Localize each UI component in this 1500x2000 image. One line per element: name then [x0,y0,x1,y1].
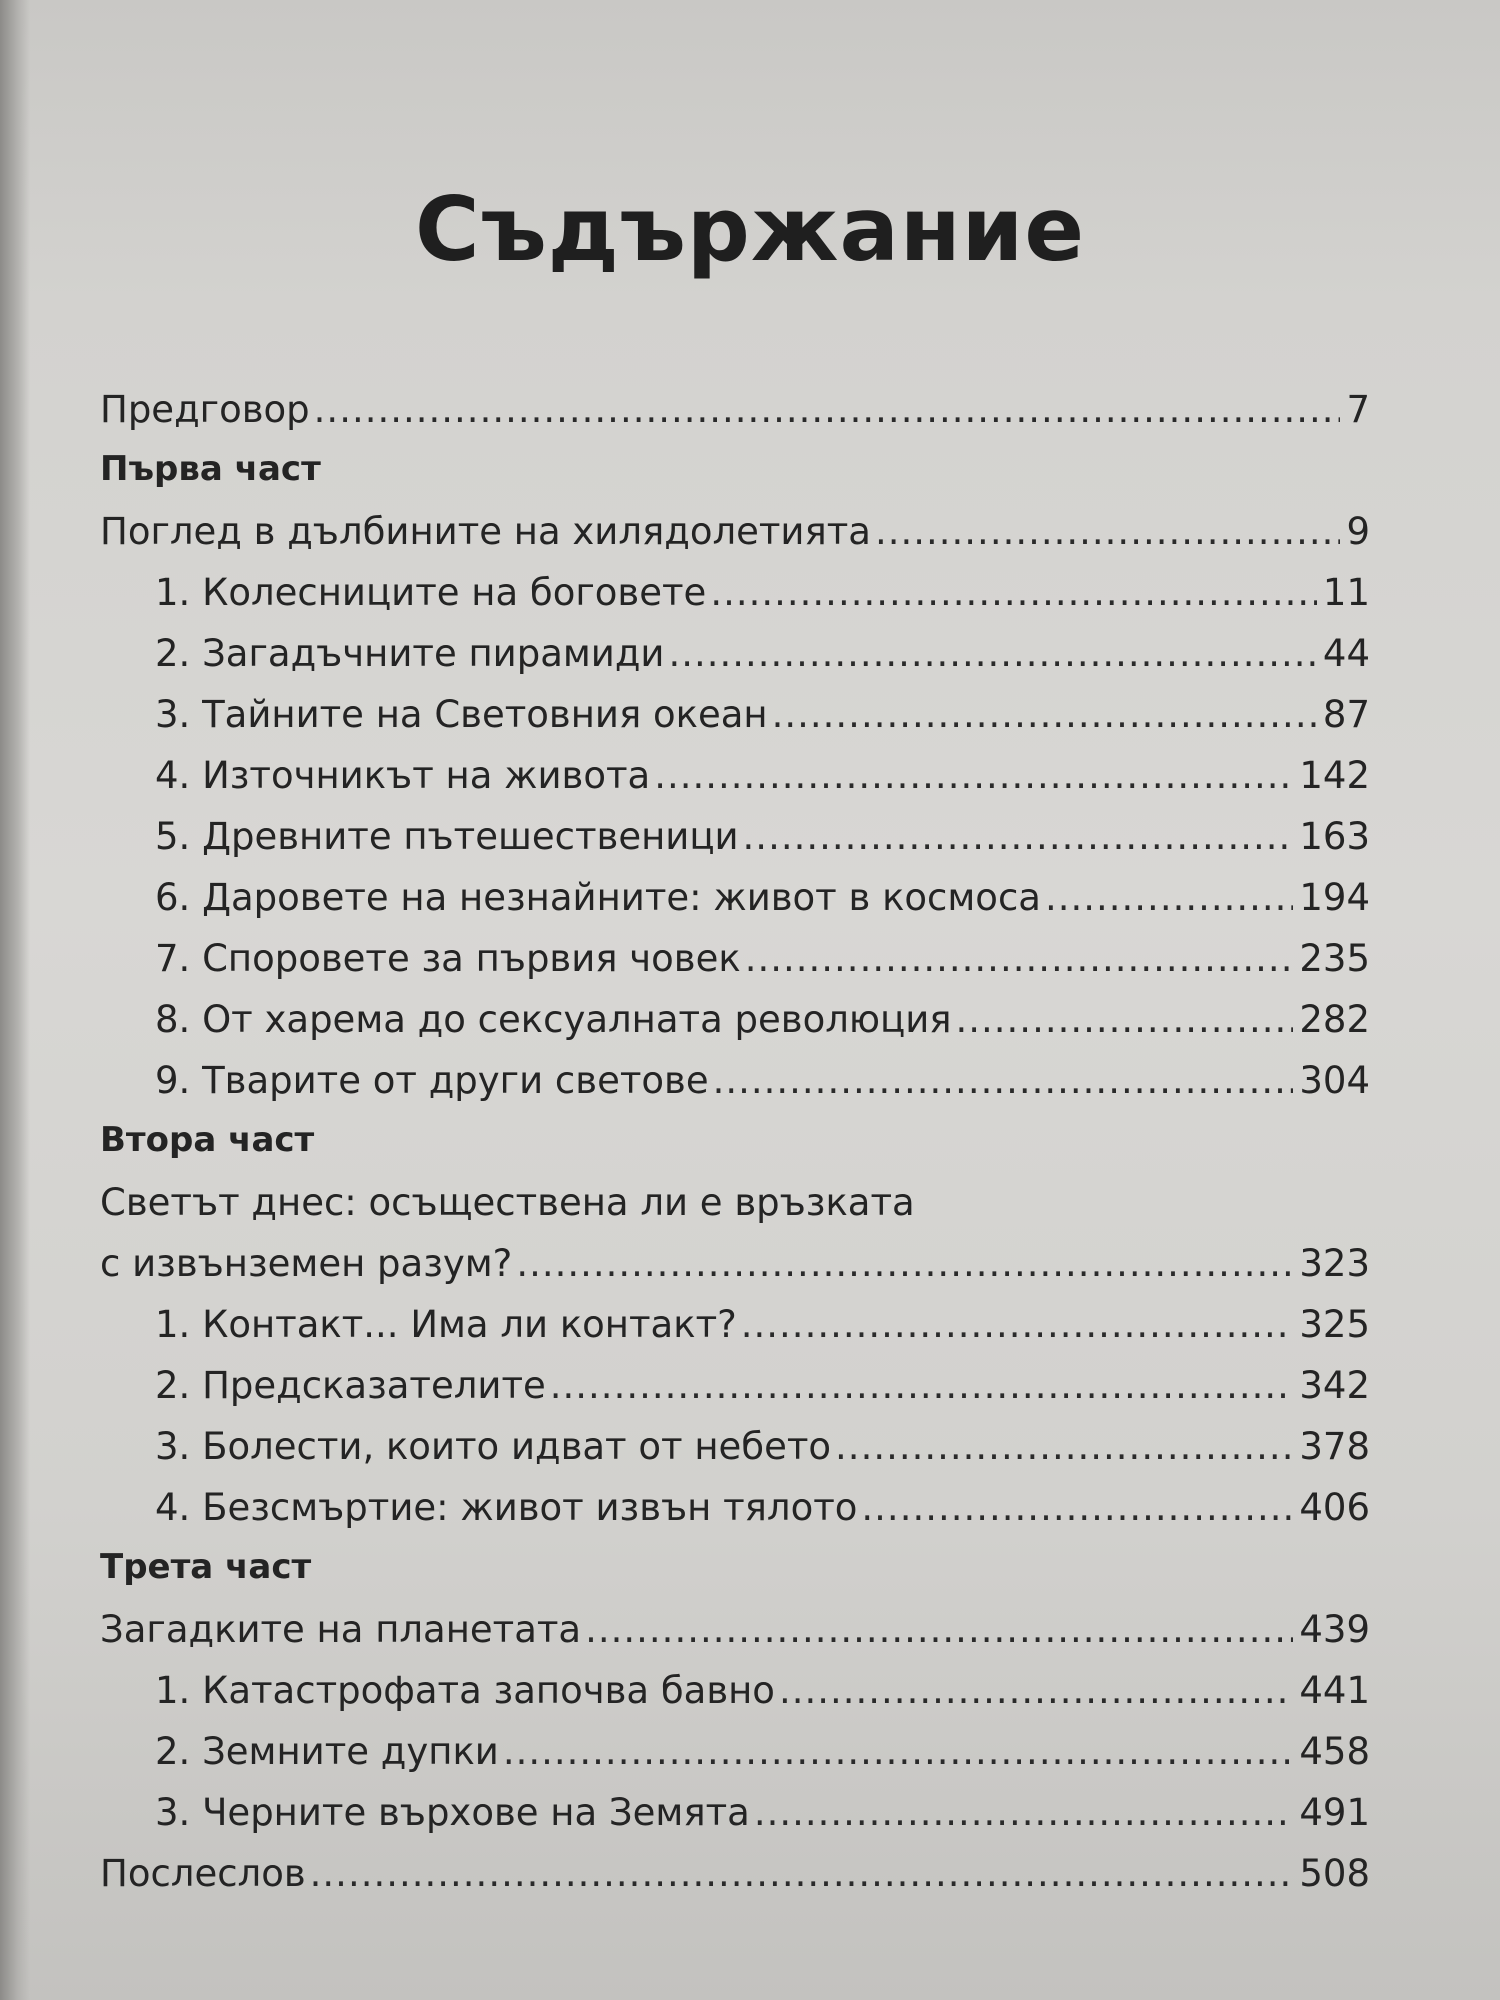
leader-dots [654,754,1293,797]
leader-dots [772,693,1317,736]
toc-entry-label: Загадките на планетата [100,1608,582,1651]
page-title: Съдържание [415,178,1085,281]
leader-dots [668,632,1316,675]
toc-section-part3 [100,1608,1370,1669]
toc-page-number: 9 [1346,510,1370,553]
toc-page-number: 508 [1299,1852,1370,1895]
toc-entry-label: Предговор [100,388,310,431]
toc-entry-label: Поглед в дълбините на хилядолетията [100,510,871,553]
toc-page-number: 142 [1299,754,1370,797]
leader-dots [741,1303,1294,1346]
toc-entry-label: 8. От харема до сексуалната революция [155,998,952,1041]
toc-section-part2-line2 [100,1242,1370,1303]
leader-dots [875,510,1340,553]
toc-page-number: 282 [1299,998,1370,1041]
leader-dots [956,998,1294,1041]
toc-entry-label: 2. Земните дупки [155,1730,499,1773]
toc-entry-label: 3. Болести, които идват от небето [155,1425,832,1468]
leader-dots [835,1425,1293,1468]
toc-entry-label: 2. Загадъчните пирамиди [155,632,665,675]
toc-chapter [100,1730,1370,1791]
toc-entry-label: 4. Безсмъртие: живот извън тялото [155,1486,858,1529]
table-of-contents [100,388,1370,1913]
part-heading-2: Втора част [100,1120,315,1160]
toc-entry-label: 1. Колесниците на боговете [155,571,707,614]
toc-page-number: 87 [1322,693,1370,736]
toc-page-number: 11 [1322,571,1370,614]
toc-page-number: 491 [1299,1791,1370,1834]
toc-page-number: 439 [1299,1608,1370,1651]
leader-dots [516,1242,1293,1285]
toc-page-number: 163 [1299,815,1370,858]
toc-page-number: 406 [1299,1486,1370,1529]
leader-dots [743,815,1294,858]
toc-entry-preface [100,388,1370,449]
leader-dots [745,937,1294,980]
leader-dots [314,388,1341,431]
toc-page-number: 342 [1299,1364,1370,1407]
toc-entry-label: 3. Черните върхове на Земята [155,1791,750,1834]
leader-dots [713,1059,1294,1102]
toc-entry-label: 3. Тайните на Световния океан [155,693,768,736]
toc-page-number: 325 [1299,1303,1370,1346]
toc-page-number: 323 [1299,1242,1370,1285]
toc-entry-label: 7. Споровете за първия човек [155,937,741,980]
toc-page-number: 194 [1299,876,1370,919]
toc-chapter [100,998,1370,1059]
toc-section-part1 [100,510,1370,571]
leader-dots [585,1608,1293,1651]
toc-chapter [100,571,1370,632]
leader-dots [503,1730,1294,1773]
leader-dots [710,571,1317,614]
part-heading-1: Първа част [100,449,321,489]
leader-dots [754,1791,1294,1834]
toc-chapter [100,1791,1370,1852]
toc-entry-label: 2. Предсказателите [155,1364,546,1407]
toc-entry-label: 1. Контакт... Има ли контакт? [155,1303,737,1346]
toc-entry-label: 6. Даровете на незнайните: живот в космоса [155,876,1041,919]
toc-page-number: 458 [1299,1730,1370,1773]
toc-entry-label: 4. Източникът на живота [155,754,651,797]
toc-page-number: 44 [1322,632,1370,675]
toc-entry-label: Послеслов [100,1852,306,1895]
leader-dots [861,1486,1293,1529]
toc-chapter [100,937,1370,998]
toc-chapter [100,1425,1370,1486]
toc-chapter [100,1486,1370,1547]
toc-entry-label: Светът днес: осъществена ли е връзката [100,1181,915,1224]
toc-chapter [100,876,1370,937]
toc-chapter [100,1364,1370,1425]
leader-dots [779,1669,1293,1712]
toc-entry-epilogue [100,1852,1370,1913]
toc-chapter [100,1303,1370,1364]
toc-chapter [100,632,1370,693]
leader-dots [310,1852,1294,1895]
part-heading-3: Трета част [100,1547,312,1587]
toc-page-number: 235 [1299,937,1370,980]
toc-entry-label: 1. Катастрофата започва бавно [155,1669,775,1712]
toc-entry-label: 9. Тварите от други светове [155,1059,709,1102]
leader-dots [1045,876,1293,919]
toc-entry-label: 5. Древните пътешественици [155,815,739,858]
toc-chapter [100,1669,1370,1730]
toc-section-part2-line1 [100,1181,1370,1242]
leader-dots [550,1364,1294,1407]
toc-chapter [100,693,1370,754]
toc-page-number: 7 [1346,388,1370,431]
toc-entry-label: с извънземен разум? [100,1242,513,1285]
toc-chapter [100,754,1370,815]
toc-page-number: 441 [1299,1669,1370,1712]
toc-page-number: 378 [1299,1425,1370,1468]
toc-page-number: 304 [1299,1059,1370,1102]
toc-chapter [100,815,1370,876]
toc-chapter [100,1059,1370,1120]
